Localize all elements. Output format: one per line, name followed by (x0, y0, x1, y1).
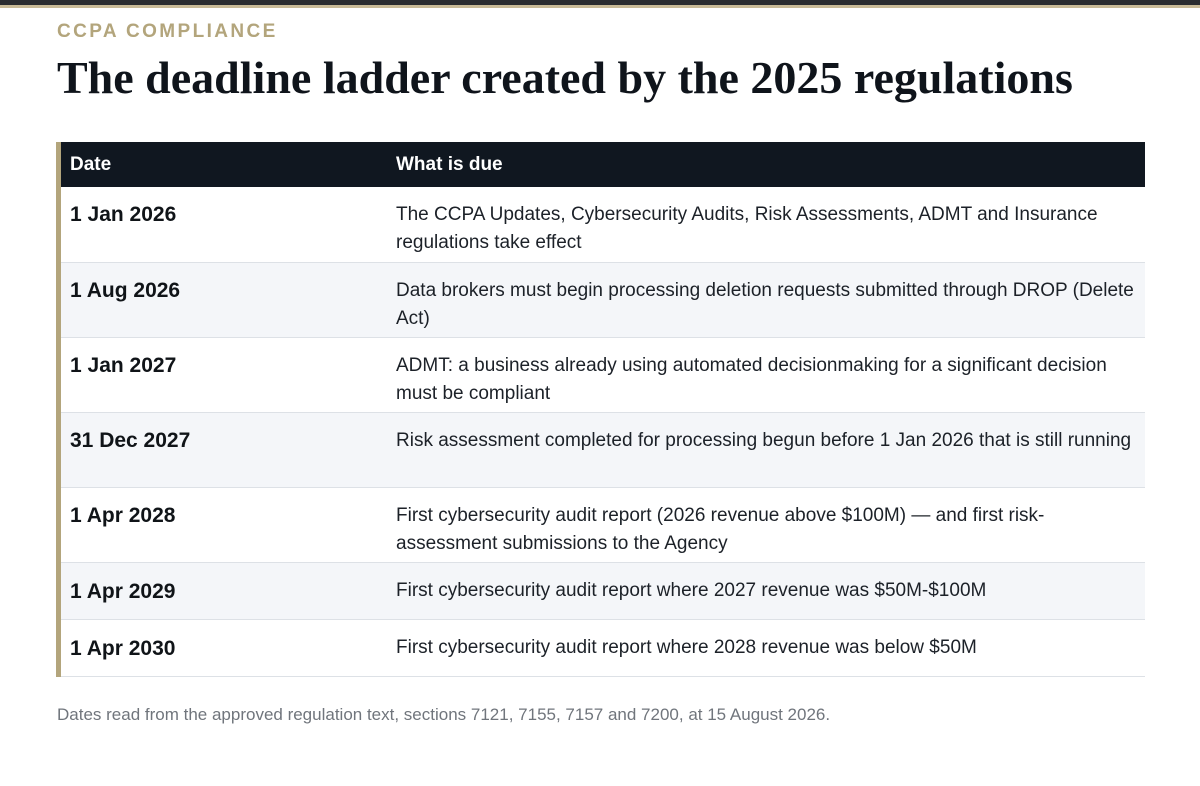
date-cell: 1 Apr 2030 (70, 636, 176, 660)
due-cell: First cybersecurity audit report where 2027 revenue was $50M-$100M (396, 579, 987, 601)
column-header-date: Date (70, 153, 112, 175)
table-row (61, 262, 1145, 337)
due-cell: Data brokers must begin processing deletion requests submitted through DROP (Delete Act) (396, 279, 1134, 329)
page-title: The deadline ladder created by the 2025 regulations (57, 52, 1073, 103)
table-row (61, 337, 1145, 412)
date-cell: 1 Apr 2028 (70, 503, 176, 527)
due-cell: ADMT: a business already using automated decisionmaking for a significant decision must be compliant (396, 354, 1107, 404)
column-header-what-is-due: What is due (396, 153, 503, 175)
section-eyebrow: CCPA COMPLIANCE (57, 21, 278, 42)
table-row (61, 412, 1145, 487)
date-cell: 1 Jan 2026 (70, 203, 177, 226)
deadline-table-container (56, 142, 1145, 677)
table-row (61, 562, 1145, 619)
date-cell: 1 Apr 2029 (70, 579, 176, 603)
source-footnote: Dates read from the approved regulation text, sections 7121, 7155, 7157 and 7200, at 15 August 2026. (57, 705, 831, 724)
top-rule-accent (0, 5, 1200, 8)
due-cell: First cybersecurity audit report where 2028 revenue was below $50M (396, 636, 977, 658)
deadline-table (61, 142, 1145, 677)
date-cell: 31 Dec 2027 (70, 428, 191, 452)
table-row (61, 487, 1145, 562)
date-cell: 1 Jan 2027 (70, 353, 177, 377)
due-cell: The CCPA Updates, Cybersecurity Audits, Risk Assessments, ADMT and Insurance regulations take effect (396, 204, 1098, 253)
table-row (61, 619, 1145, 676)
table-row (61, 187, 1145, 262)
date-cell: 1 Aug 2026 (70, 278, 181, 302)
due-cell: Risk assessment completed for processing begun before 1 Jan 2026 that is still running (396, 429, 1132, 451)
table-header-row (61, 142, 1145, 187)
due-cell: First cybersecurity audit report (2026 revenue above $100M) — and first risk-assessment submissions to the Agency (396, 504, 1045, 554)
